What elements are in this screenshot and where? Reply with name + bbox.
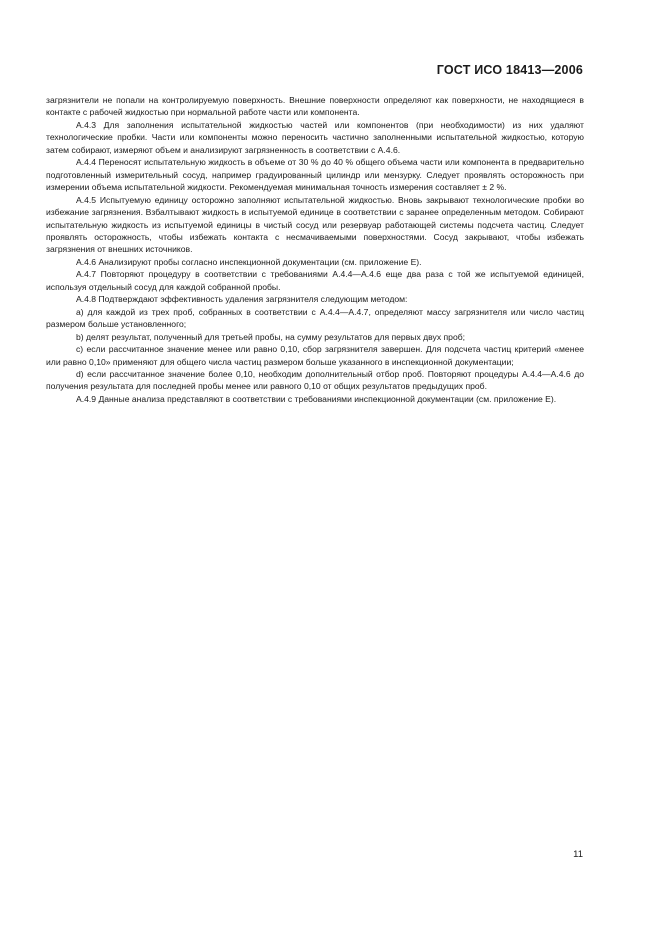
paragraph-a-4-6: А.4.6 Анализируют пробы согласно инспекционной документации (см. приложение Е). <box>76 256 422 267</box>
paragraph-a-4-9: А.4.9 Данные анализа представляют в соответствии с требованиями инспекционной документации (см. приложение Е). <box>76 393 557 404</box>
paragraph-a-4-4: А.4.4 Переносят испытательную жидкость в объеме от 30 % до 40 % общего объема части или компонента в предварительно подготовленный измерительный сосуд, например градуированный цилиндр или мензурку. Следует проявлять осторожность при измерении объема испытательной жидкости. Рекомендуемая минимальная точность измерения составляет ± 2 %. <box>46 157 584 193</box>
paragraph-a-4-7: А.4.7 Повторяют процедуру в соответствии с требованиями А.4.4—А.4.6 еще два раза с той же испытуемой единицей, используя отдельный сосуд для каждой собранной пробы. <box>46 269 584 292</box>
list-item-d: d) если рассчитанное значение более 0,10, необходим дополнительный отбор проб. Повторяют процедуры А.4.4—А.4.6 до получения результата для последней пробы менее или равного 0,10 от общих результатов предыдущих проб. <box>46 368 584 392</box>
list-item-b: b) делят результат, полученный для третьей пробы, на сумму результатов для первых двух проб; <box>76 331 466 342</box>
paragraph-continuation: загрязнители не попали на контролируемую поверхность. Внешние поверхности определяют как поверхности, не находящиеся в контакте с рабочей жидкостью при нормальной работе части или компонента. <box>46 95 584 118</box>
document-body <box>46 94 584 405</box>
list-item-a: а) для каждой из трех проб, собранных в соответствии с А.4.4—А.4.7, определяют массу загрязнителя или число частиц размером больше установленного; <box>46 306 584 330</box>
paragraph-a-4-5: А.4.5 Испытуемую единицу осторожно заполняют испытательной жидкостью. Вновь закрывают технологические пробки во избежание загрязнения. Взбалтывают жидкость в испытуемой единице в соответствии с заранее определенным методом. Собирают испытательную жидкость из испытуемой единицы в чистый сосуд или резервуар работающей системы подсчета частиц. Следует проявлять осторожность, чтобы избежать контакта с несмачиваемыми поверхностями. Сосуд закрывают, чтобы избежать загрязнения от внешних источников. <box>46 194 584 255</box>
paragraph-a-4-3: А.4.3 Для заполнения испытательной жидкостью частей или компонентов (при необходимости) из них удаляют технологические пробки. Части или компоненты можно переносить частично заполненными испытательной жидкостью, которую затем собирают, измеряют объем и анализируют загрязненность в соответствии с А.4.6. <box>46 119 584 155</box>
list-item-c: c) если рассчитанное значение менее или равно 0,10, сбор загрязнителя завершен. Для подсчета частиц критерий «менее или равно 0,10» применяют для общего числа частиц размером больше указанного в инспекционной документации; <box>46 344 584 367</box>
paragraph-a-4-8: А.4.8 Подтверждают эффективность удаления загрязнителя следующим методом: <box>76 294 408 305</box>
page-number: 11 <box>573 849 583 860</box>
document-header: ГОСТ ИСО 18413—2006 <box>436 63 583 77</box>
